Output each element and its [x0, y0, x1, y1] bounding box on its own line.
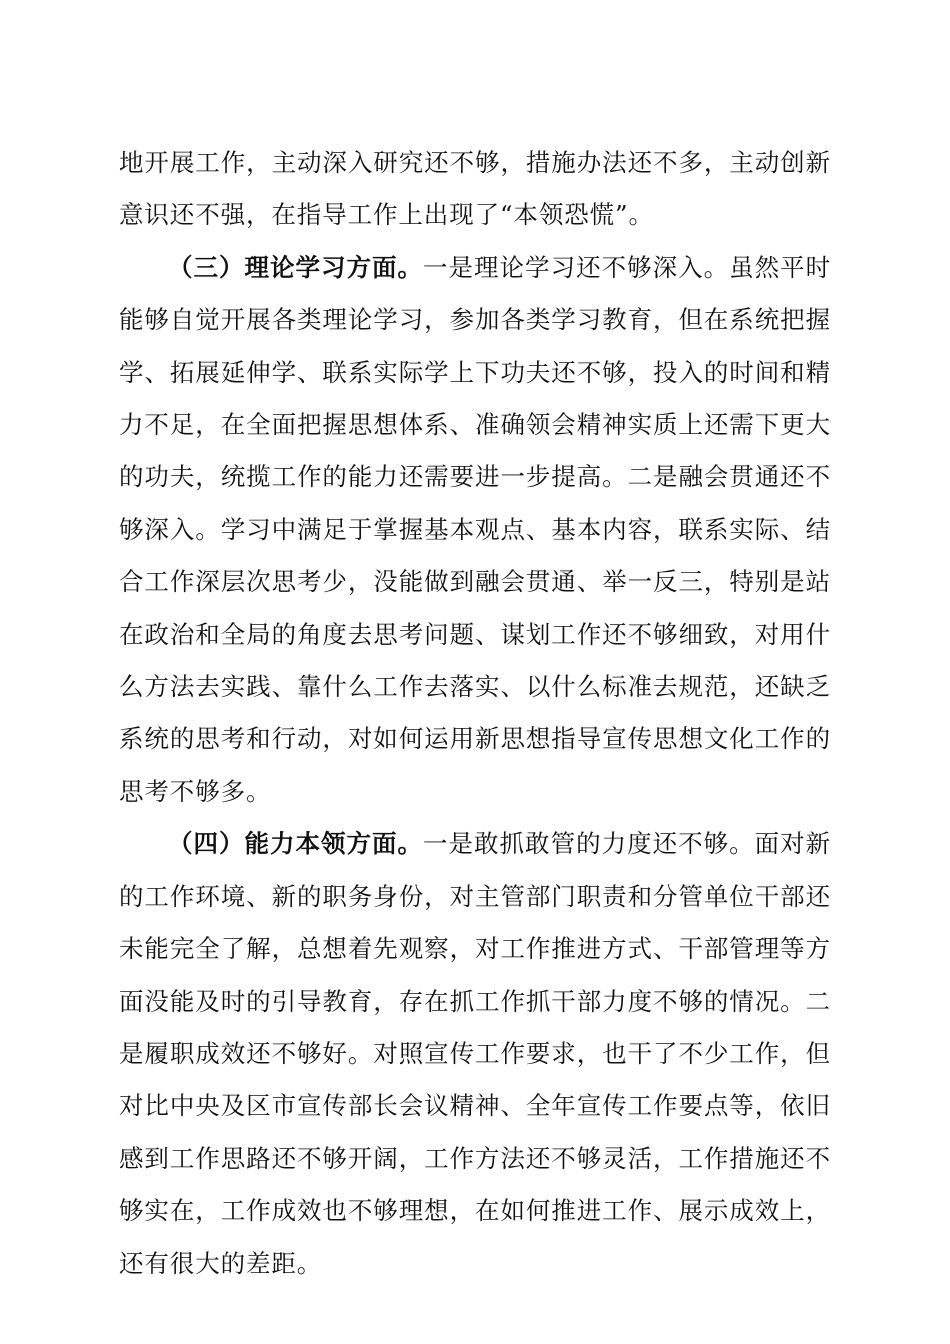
paragraph-text: 一是敢抓敢管的力度还不够。面对新的工作环境、新的职务身份，对主管部门职责和分管单位干部还未能完全了解，总想着先观察，对工作推进方式、干部管理等方面没能及时的引导教育，存在抓工作抓干部力度不够的情况。二是履职成效还不够好。对照宣传工作要求，也干了不少工作，但对比中央及区市宣传部长会议精神、全年宣传工作要点等，依旧感到工作思路还不够开阔，工作方法还不够灵活，工作措施还不够实在，工作成效也不够理想，在如何推进工作、展示成效上，还有很大的差距。: [119, 829, 832, 1278]
paragraph-continuation: [119, 137, 831, 242]
paragraph-text: 一是理论学习还不够深入。虽然平时能够自觉开展各类理论学习，参加各类学习教育，但在系统把握学、拓展延伸学、联系实际学上下功夫还不够，投入的时间和精力不足，在全面把握思想体系、准确领会精神实质上还需下更大的功夫，统揽工作的能力还需要进一步提高。二是融会贯通还不够深入。学习中满足于掌握基本观点、基本内容，联系实际、结合工作深层次思考少，没能做到融会贯通、举一反三，特别是站在政治和全局的角度去思考问题、谋划工作还不够细致，对用什么方法去实践、靠什么工作去落实、以什么标准去规范，还缺乏系统的思考和行动，对如何运用新思想指导宣传思想文化工作的思考不够多。: [119, 252, 832, 806]
paragraph-capability: [119, 818, 831, 1290]
paragraph-text: 地开展工作，主动深入研究还不够，措施办法还不多，主动创新意识还不强，在指导工作上出现了“本领恐慌”。: [119, 148, 831, 230]
document-body: [119, 137, 831, 1290]
section-heading-capability: （四）能力本领方面。: [168, 829, 424, 859]
paragraph-theory-study: [119, 242, 831, 818]
section-heading-theory-study: （三）理论学习方面。: [168, 252, 424, 282]
